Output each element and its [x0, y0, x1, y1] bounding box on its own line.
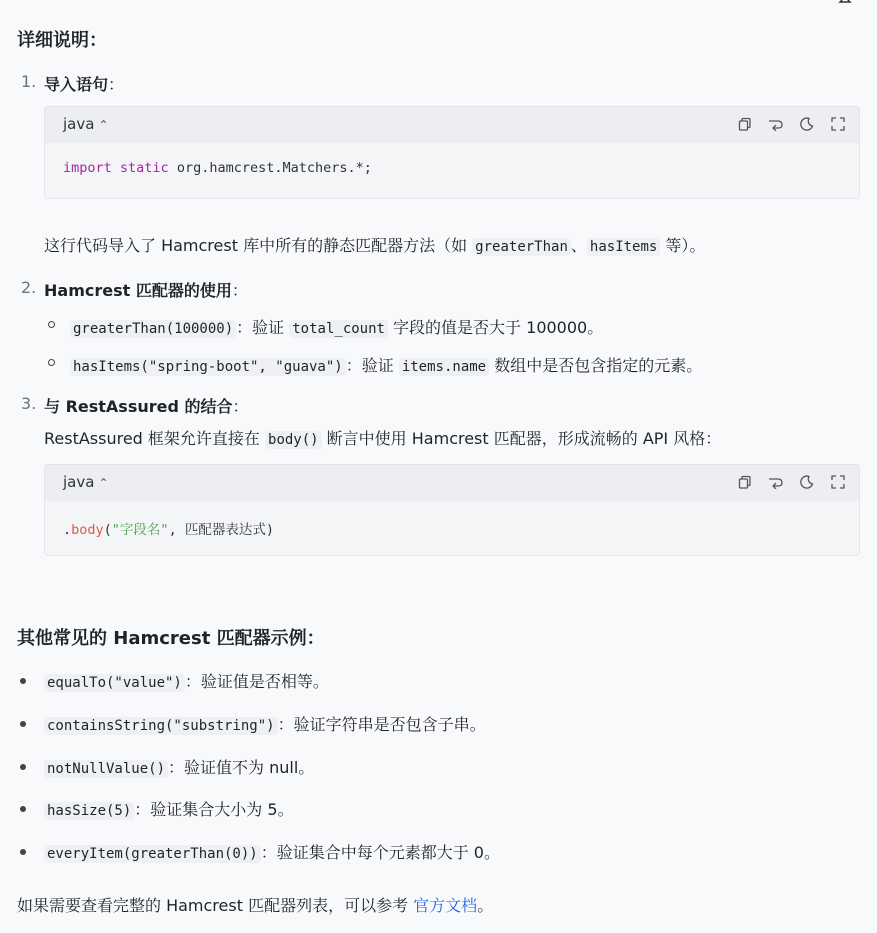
inline-code: greaterThan(100000) [70, 320, 236, 338]
code-token: ( [103, 522, 112, 538]
inline-code: greaterThan [472, 238, 571, 256]
pin-icon[interactable] [838, 0, 852, 6]
copy-icon[interactable] [736, 473, 754, 491]
code-content [45, 143, 859, 193]
restassured-description: RestAssured 框架允许直接在 body() 断言中使用 Hamcrest 匹配器，形成流畅的 API 风格： [44, 429, 722, 448]
copy-icon[interactable] [736, 115, 754, 133]
inline-code: body() [265, 431, 322, 449]
inline-code: hasItems("spring-boot", "guava") [70, 358, 346, 376]
code-block-body [44, 464, 860, 556]
inline-code: containsString("substring") [44, 717, 278, 735]
list-item-title: 与 RestAssured 的结合： [44, 397, 249, 416]
code-token: . [63, 522, 72, 538]
wrap-icon[interactable] [767, 115, 785, 133]
examples-heading: 其他常见的 Hamcrest 匹配器示例： [17, 628, 325, 649]
inline-code: hasItems [587, 238, 660, 256]
inline-code: total_count [289, 320, 388, 338]
code-token: org.hamcrest.Matchers.*; [168, 160, 372, 176]
chevron-up-icon: ⌃ [98, 118, 109, 132]
inline-code: items.name [399, 358, 489, 376]
code-block-header [45, 465, 859, 501]
list-item-title: Hamcrest 匹配器的使用： [44, 281, 248, 300]
import-description: 这行代码导入了 Hamcrest 库中所有的静态匹配器方法（如 greaterThan 、 hasItems 等）。 [44, 236, 706, 255]
code-block-header [45, 107, 859, 143]
inline-code: everyItem(greaterThan(0)) [44, 845, 261, 863]
bullet-icon [20, 721, 26, 727]
expand-icon[interactable] [829, 115, 847, 133]
circle-bullet-icon [48, 321, 55, 328]
inline-code: equalTo("value") [44, 674, 185, 692]
bullet-icon [20, 764, 26, 770]
inline-code: notNullValue() [44, 760, 168, 778]
code-content [45, 501, 859, 555]
code-token: body [71, 522, 104, 538]
list-number: 1. [21, 72, 37, 91]
code-language-toggle[interactable]: java ⌃ [63, 473, 109, 491]
details-heading: 详细说明： [17, 30, 107, 51]
expand-icon[interactable] [829, 473, 847, 491]
code-token: static [119, 160, 169, 176]
code-token: , 匹配器表达式) [168, 522, 274, 538]
official-docs-link[interactable]: 官方文档 [413, 896, 478, 915]
list-number: 3. [21, 394, 37, 413]
theme-toggle-icon[interactable] [798, 473, 816, 491]
list-item-title: 导入语句： [44, 75, 125, 94]
wrap-icon[interactable] [767, 473, 785, 491]
theme-toggle-icon[interactable] [798, 115, 816, 133]
code-token [112, 160, 120, 176]
footer-note: 如果需要查看完整的 Hamcrest 匹配器列表，可以参考 官方文档。 [17, 896, 494, 915]
bullet-icon [20, 678, 26, 684]
code-token: import [63, 160, 112, 176]
chevron-up-icon: ⌃ [98, 476, 109, 490]
code-language-toggle[interactable]: java ⌃ [63, 115, 109, 133]
code-token: "字段名" [111, 522, 169, 538]
page: 详细说明： 1. 导入语句： java ⌃ import static org.hamcrest.Matchers.*; 这行代码导入了 Hamcrest 库中所有的静态匹配器方法（如 greaterThan 、 hasItems 等）。 2. Hamcrest 匹配器的使用： greaterThan(100000) ：验证 total_count 字段的值是否大于 100000。 hasItems("spring-boot", "guava") ：验证 items.name 数组中是否包含指定的元素。 3. 与 RestAssured 的结合： RestAssured 框架允许直接在 body() 断言中使用 Hamcrest 匹配器，形成流畅的 API 风格： java ⌃ .body("字段名", 匹配器表达式) 其他常见的 Hamcrest 匹配器示例： equalTo("value") ：验证值是否相等。 containsString("substring") ：验证字符串是否包含子串。 notNullValue() ：验证值不为 null。 hasSize(5) ：验证集合大小为 5。 everyItem(greaterThan(0)) ：验证集合中每个元素都大于 0。 如果需要查看完整的 Hamcrest 匹配器列表，可以参考 官方文档。 [0, 0, 877, 933]
bullet-icon [20, 806, 26, 812]
code-block-import [44, 106, 860, 199]
inline-code: hasSize(5) [44, 802, 134, 820]
bullet-icon [20, 849, 26, 855]
circle-bullet-icon [48, 359, 55, 366]
list-number: 2. [21, 278, 37, 297]
